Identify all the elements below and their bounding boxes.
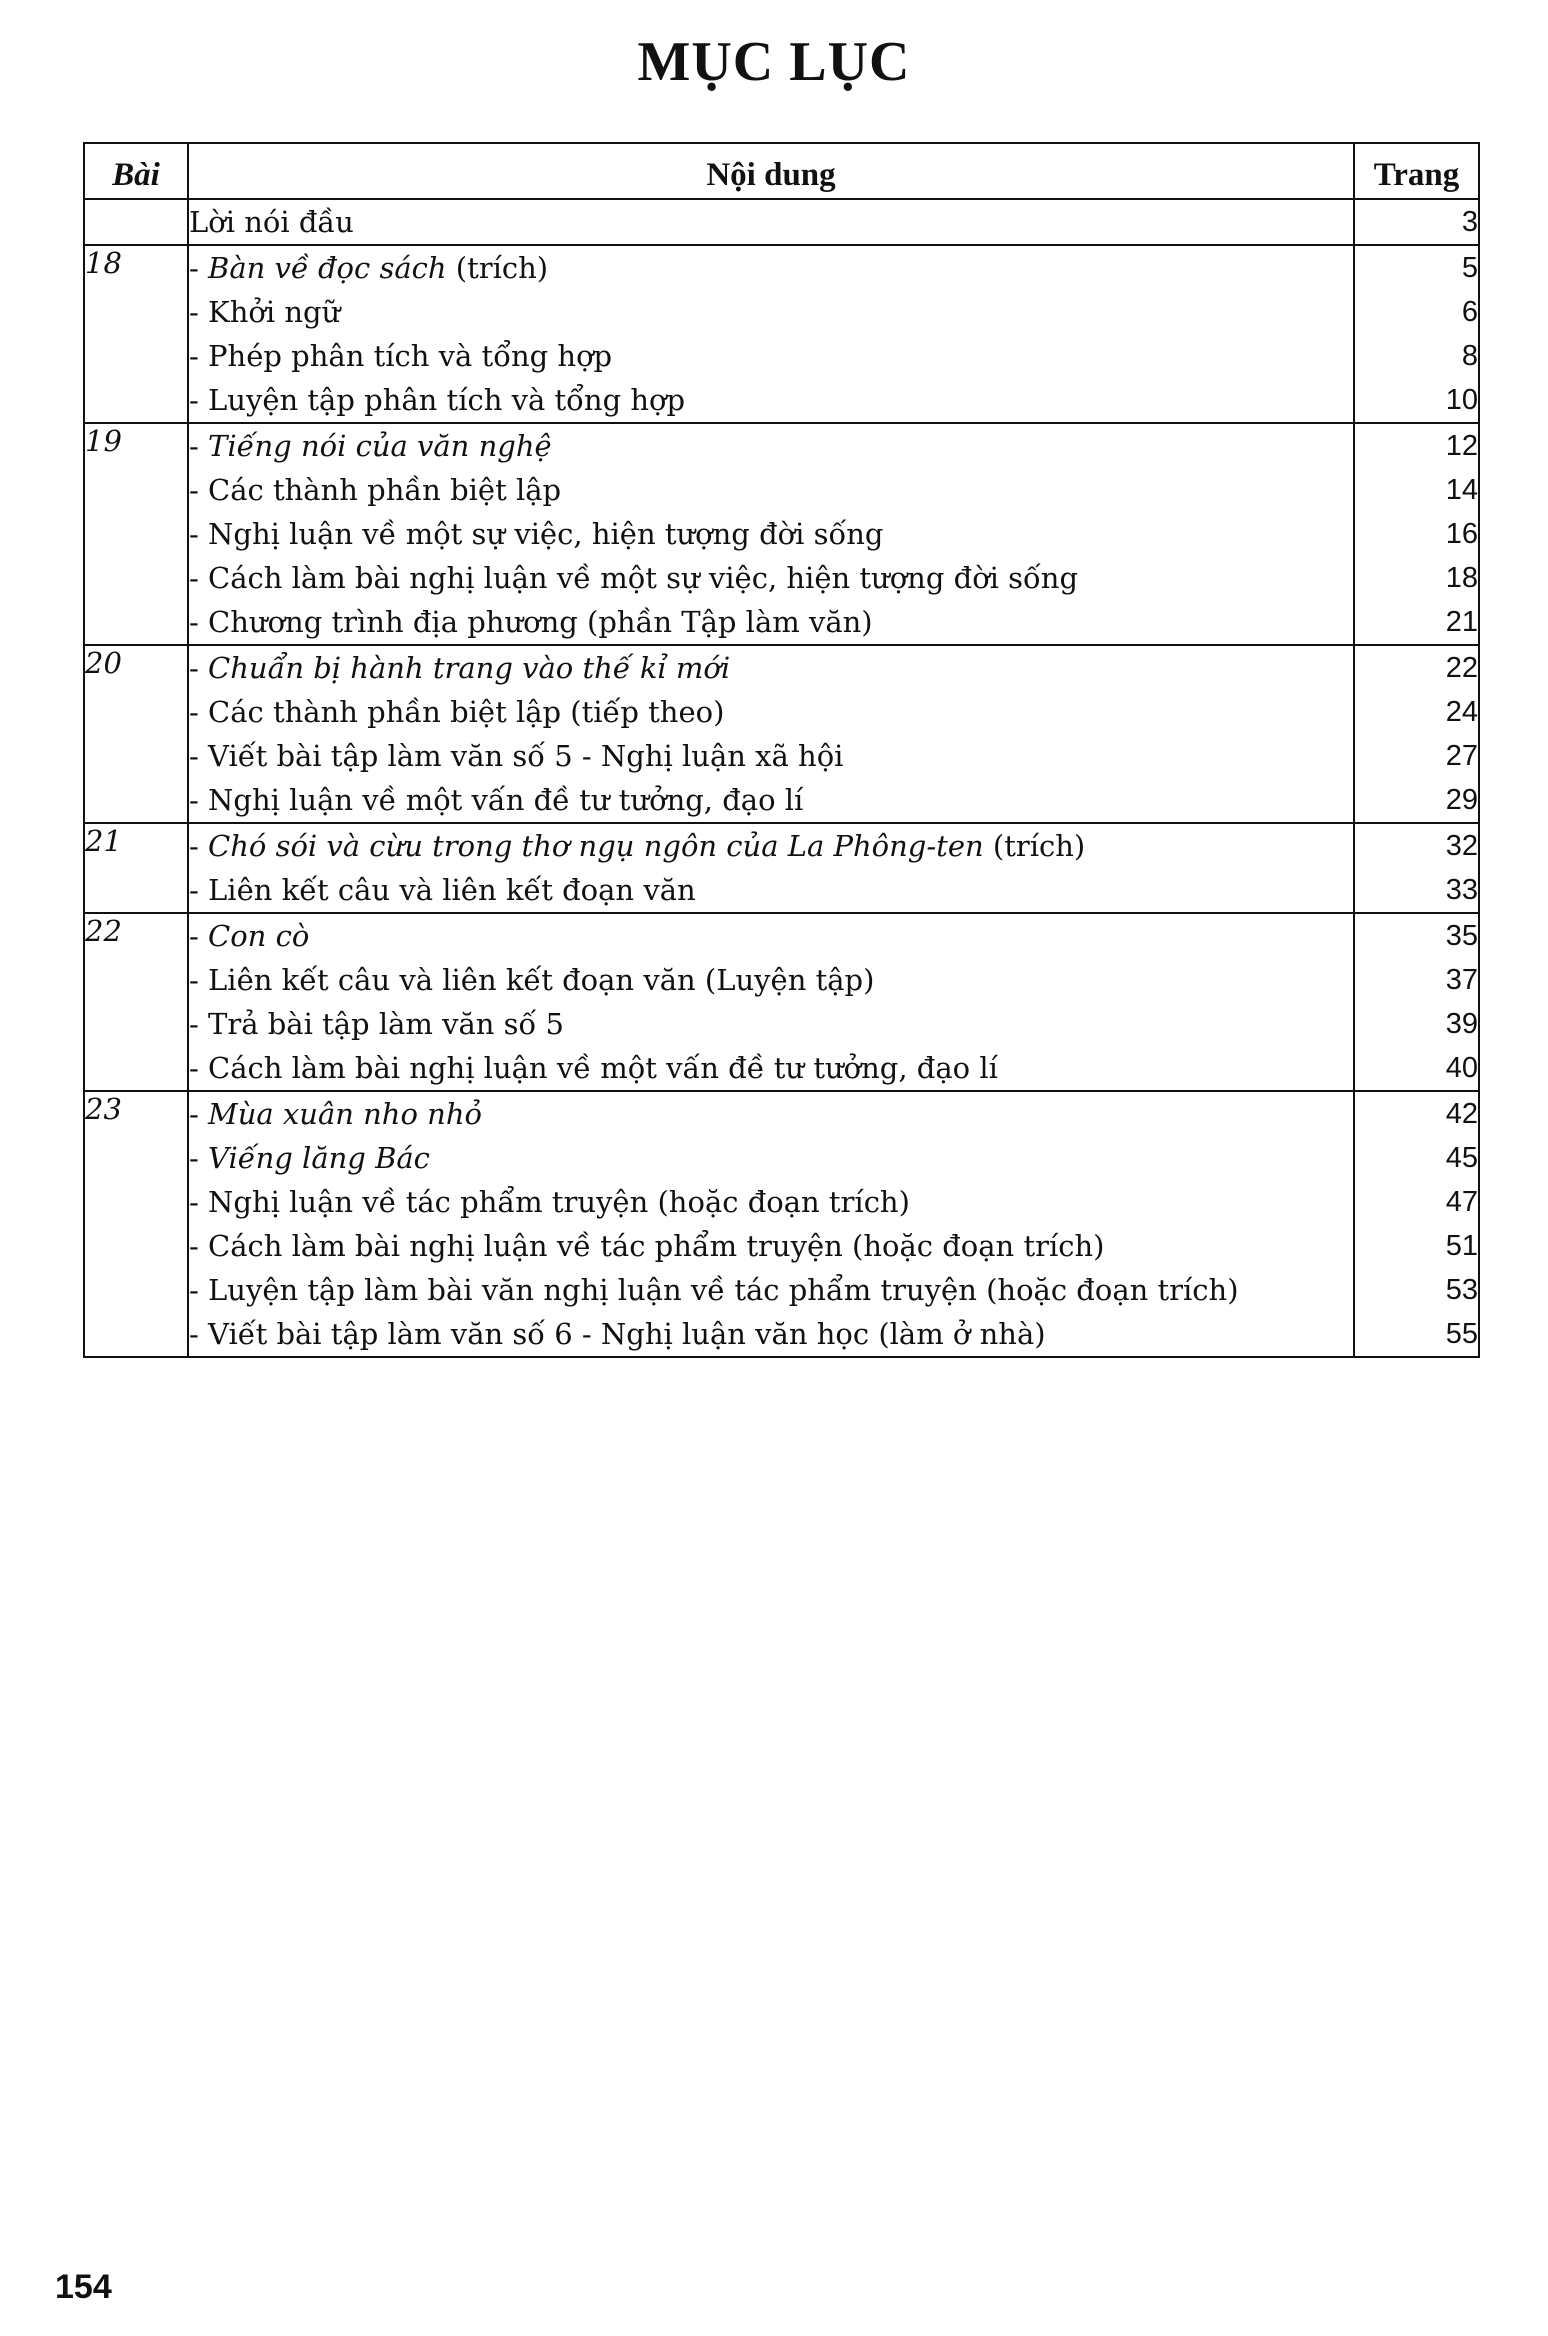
entry-prefix: - [189, 1141, 209, 1175]
entry-page: 8 [1461, 340, 1478, 372]
lesson-number: 21 [84, 823, 188, 913]
entry-title: Nghị luận về tác phẩm truyện (hoặc đoạn trích) [208, 1185, 910, 1219]
entry-prefix: - [189, 963, 209, 997]
entry-title: Tiếng nói của văn nghệ [208, 429, 552, 463]
toc-entry [189, 824, 1353, 868]
toc-table [83, 142, 1480, 1358]
entry-prefix: - [189, 1097, 209, 1131]
toc-entry [189, 1092, 1353, 1136]
toc-entry [189, 424, 1353, 468]
entry-title: Luyện tập làm bài văn nghị luận về tác phẩm truyện (hoặc đoạn trích) [208, 1273, 1239, 1307]
entry-page: 32 [1445, 830, 1478, 862]
entry-page: 33 [1445, 874, 1478, 906]
entry-page: 5 [1461, 252, 1478, 284]
toc-entry [189, 734, 1353, 778]
toc-entry [189, 958, 1353, 1002]
entry-prefix: - [189, 383, 209, 417]
toc-entry [189, 778, 1353, 822]
lesson-content [188, 199, 1354, 245]
entry-title: Chó sói và cừu trong thơ ngụ ngôn của La Phông-ten [208, 829, 984, 863]
entry-prefix: - [189, 1185, 209, 1219]
entry-title: Chương trình địa phương (phần Tập làm văn) [208, 605, 873, 639]
entry-prefix: - [189, 473, 209, 507]
header-trang: Trang [1354, 143, 1479, 199]
entry-page: 51 [1445, 1230, 1478, 1262]
entry-prefix: - [189, 339, 209, 373]
toc-entry [189, 690, 1353, 734]
entry-suffix: (trích) [446, 251, 549, 285]
toc-entry [189, 1312, 1353, 1356]
entry-prefix: - [189, 295, 209, 329]
entry-title: Nghị luận về một sự việc, hiện tượng đời sống [208, 517, 884, 551]
entry-title: Cách làm bài nghị luận về tác phẩm truyện (hoặc đoạn trích) [208, 1229, 1105, 1263]
entry-page: 40 [1445, 1052, 1478, 1084]
entry-page: 3 [1461, 206, 1478, 238]
lesson-number [84, 199, 188, 245]
entry-title: Viết bài tập làm văn số 5 - Nghị luận xã hội [208, 739, 844, 773]
entry-page: 45 [1445, 1142, 1478, 1174]
entry-title: Các thành phần biệt lập [208, 473, 562, 507]
entry-title: Chuẩn bị hành trang vào thế kỉ mới [208, 651, 731, 685]
entry-prefix: - [189, 561, 209, 595]
entry-page: 35 [1445, 920, 1478, 952]
entry-prefix: - [189, 251, 209, 285]
lesson-content [188, 1091, 1354, 1357]
entry-page: 6 [1461, 296, 1478, 328]
entry-title: Cách làm bài nghị luận về một sự việc, hiện tượng đời sống [208, 561, 1079, 595]
entry-title: Mùa xuân nho nhỏ [208, 1097, 482, 1131]
entry-page: 37 [1445, 964, 1478, 996]
lesson-group [84, 645, 1479, 823]
lesson-content [188, 913, 1354, 1091]
lesson-group [84, 1091, 1479, 1357]
entry-prefix: - [189, 919, 209, 953]
entry-page: 14 [1445, 474, 1478, 506]
entry-page: 21 [1445, 606, 1478, 638]
entry-page: 39 [1445, 1008, 1478, 1040]
toc-entry [189, 512, 1353, 556]
entry-page: 24 [1445, 696, 1478, 728]
lesson-group [84, 423, 1479, 645]
entry-prefix: - [189, 739, 209, 773]
toc-entry [189, 646, 1353, 690]
lesson-content [188, 423, 1354, 645]
toc-entry [189, 468, 1353, 512]
lesson-number: 23 [84, 1091, 188, 1357]
entry-prefix: - [189, 829, 209, 863]
toc-entry [189, 1180, 1353, 1224]
lesson-group [84, 199, 1479, 245]
header-bai: Bài [84, 143, 188, 199]
lesson-number: 19 [84, 423, 188, 645]
entry-title: Liên kết câu và liên kết đoạn văn [208, 873, 696, 907]
entry-title: Trả bài tập làm văn số 5 [208, 1007, 564, 1041]
entry-title: Khởi ngữ [208, 295, 341, 329]
entry-title: Lời nói đầu [189, 205, 354, 239]
lesson-group [84, 823, 1479, 913]
toc-entry [189, 1268, 1353, 1312]
entry-page: 47 [1445, 1186, 1478, 1218]
entry-page: 22 [1445, 652, 1478, 684]
toc-entry [189, 1136, 1353, 1180]
entry-page: 10 [1445, 384, 1478, 416]
entry-title: Nghị luận về một vấn đề tư tưởng, đạo lí [208, 783, 804, 817]
toc-entry [189, 868, 1353, 912]
lesson-group [84, 245, 1479, 423]
entry-suffix: (trích) [983, 829, 1086, 863]
entry-page: 42 [1445, 1098, 1478, 1130]
header-noi-dung: Nội dung [188, 143, 1354, 199]
toc-entry [189, 1046, 1353, 1090]
entry-title: Luyện tập phân tích và tổng hợp [208, 383, 686, 417]
entry-prefix: - [189, 873, 209, 907]
lesson-number: 22 [84, 913, 188, 1091]
entry-prefix: - [189, 605, 209, 639]
lesson-pages [1354, 199, 1479, 245]
toc-body [84, 199, 1479, 1357]
entry-prefix: - [189, 1317, 209, 1351]
entry-prefix: - [189, 1051, 209, 1085]
entry-prefix: - [189, 517, 209, 551]
entry-title: Các thành phần biệt lập (tiếp theo) [208, 695, 725, 729]
entry-prefix: - [189, 783, 209, 817]
lesson-content [188, 245, 1354, 423]
toc-entry [189, 200, 1353, 244]
lesson-pages [1354, 423, 1479, 645]
lesson-pages [1354, 645, 1479, 823]
entry-prefix: - [189, 1273, 209, 1307]
entry-prefix: - [189, 1229, 209, 1263]
toc-entry [189, 246, 1353, 290]
page-title: MỤC LỤC [637, 31, 911, 93]
entry-page: 16 [1445, 518, 1478, 550]
lesson-number: 20 [84, 645, 188, 823]
toc-entry [189, 378, 1353, 422]
entry-prefix: - [189, 1007, 209, 1041]
lesson-pages [1354, 1091, 1479, 1357]
toc-entry [189, 556, 1353, 600]
lesson-number: 18 [84, 245, 188, 423]
entry-title: Phép phân tích và tổng hợp [208, 339, 613, 373]
entry-page: 18 [1445, 562, 1478, 594]
header-row [84, 143, 1479, 199]
entry-title: Cách làm bài nghị luận về một vấn đề tư tưởng, đạo lí [208, 1051, 998, 1085]
page-number: 154 [55, 2268, 112, 2306]
lesson-pages [1354, 245, 1479, 423]
entry-prefix: - [189, 651, 209, 685]
lesson-pages [1354, 823, 1479, 913]
lesson-content [188, 645, 1354, 823]
entry-page: 53 [1445, 1274, 1478, 1306]
entry-page: 55 [1445, 1318, 1478, 1350]
toc-entry [189, 914, 1353, 958]
toc-entry [189, 1224, 1353, 1268]
entry-title: Viết bài tập làm văn số 6 - Nghị luận văn học (làm ở nhà) [208, 1317, 1046, 1351]
entry-page: 27 [1445, 740, 1478, 772]
lesson-group [84, 913, 1479, 1091]
entry-title: Viếng lăng Bác [208, 1141, 430, 1175]
toc-entry [189, 290, 1353, 334]
entry-title: Liên kết câu và liên kết đoạn văn (Luyện tập) [208, 963, 875, 997]
entry-prefix: - [189, 429, 209, 463]
lesson-pages [1354, 913, 1479, 1091]
entry-page: 29 [1445, 784, 1478, 816]
entry-page: 12 [1445, 430, 1478, 462]
entry-title: Con cò [208, 919, 310, 953]
entry-prefix: - [189, 695, 209, 729]
lesson-content [188, 823, 1354, 913]
entry-title: Bàn về đọc sách [208, 251, 447, 285]
toc-entry [189, 1002, 1353, 1046]
toc-entry [189, 334, 1353, 378]
toc-entry [189, 600, 1353, 644]
